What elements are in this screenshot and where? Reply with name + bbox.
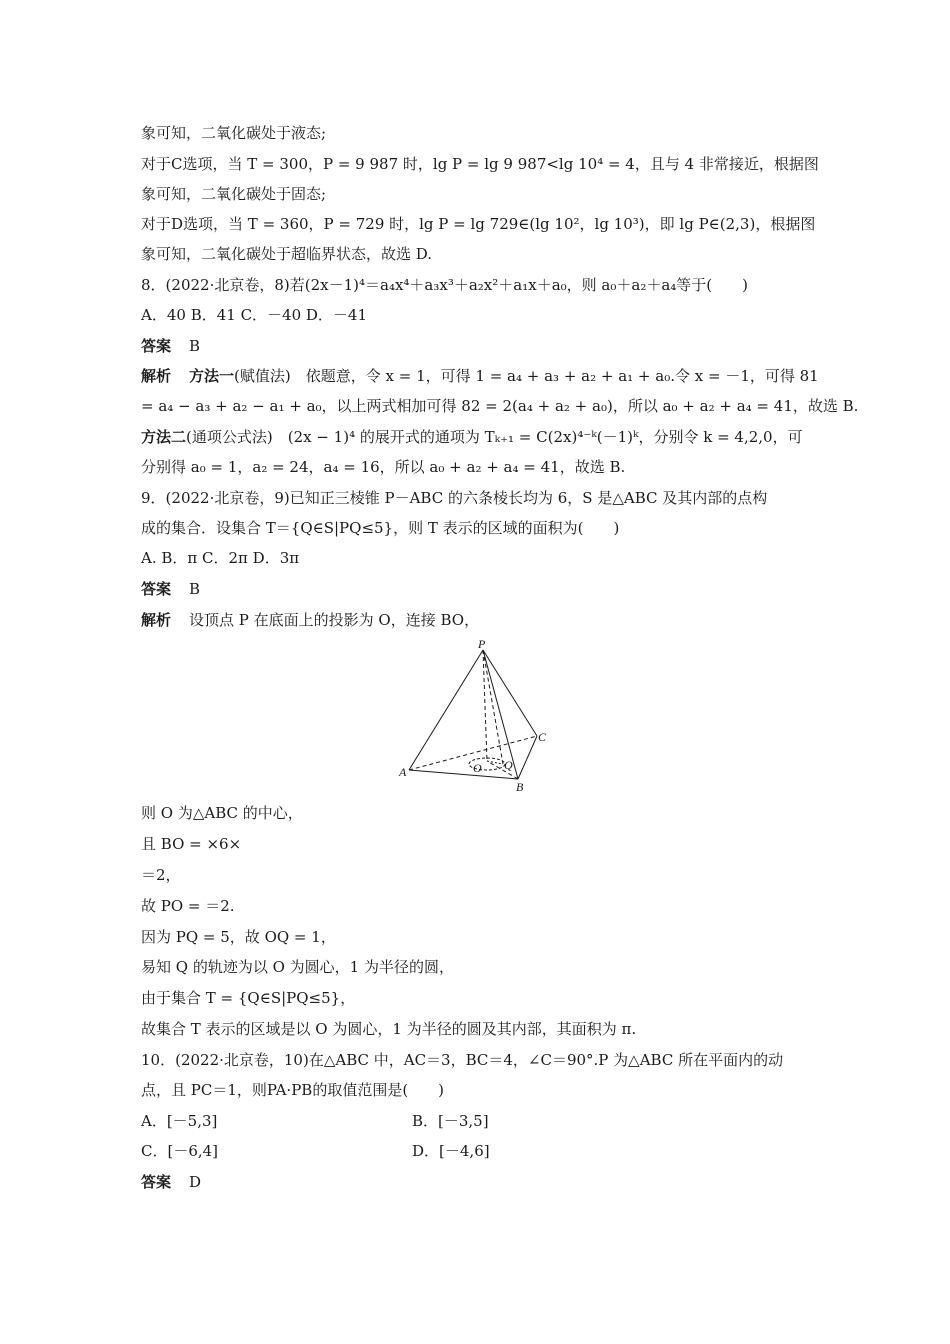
solution-8-line	[141, 427, 803, 447]
option-B: B．[－3,5]	[412, 1112, 489, 1130]
answer-value: D	[189, 1173, 202, 1191]
text-line: 对于D选项，当 T = 360，P = 729 时，lg P = lg 729∈(lg 10²，lg 10³)，即 lg P∈(2,3)，根据图	[141, 215, 816, 233]
solution-9-line	[141, 610, 479, 630]
solution-text: (赋值法) 依题意，令 x = 1，可得 1 = a₄ + a₃ + a₂ + a₁ + a₀.令 x = －1，可得 81	[234, 367, 819, 385]
solution-8-line	[141, 366, 819, 386]
option-D: D．[－4,6]	[412, 1142, 490, 1160]
solution-8-line: 分别得 a₀ = 1，a₂ = 24，a₄ = 16，所以 a₀ + a₂ + a₄ = 41，故选 B.	[141, 458, 626, 476]
solution-text: 设顶点 P 在底面上的投影为 O，连接 BO，	[189, 611, 480, 629]
answer-9	[141, 579, 200, 599]
pyramid-figure	[395, 636, 560, 798]
segment-PQ	[483, 650, 503, 764]
method-2-label: 方法二	[141, 428, 187, 446]
label-Q: Q	[504, 758, 513, 772]
answer-8	[141, 336, 200, 356]
edge-PB	[483, 650, 518, 779]
answer-label: 答案	[141, 580, 172, 598]
segment-OQ	[487, 761, 503, 764]
question-9: 成的集合．设集合 T＝{Q∈S|PQ≤5}，则 T 表示的区域的面积为( )	[141, 519, 620, 537]
question-8-options: A．40 B．41 C．－40 D．－41	[141, 306, 368, 324]
text-line: 象可知，二氧化碳处于固态;	[141, 185, 327, 203]
question-8: 8．(2022·北京卷，8)若(2x－1)⁴＝a₄x⁴＋a₃x³＋a₂x²＋a₁x＋a₀，则 a₀＋a₂＋a₄等于( )	[141, 276, 748, 294]
label-O: O	[473, 761, 482, 775]
option-A: A．[－5,3]	[141, 1112, 218, 1130]
solution-9-line: ＝2，	[141, 866, 181, 884]
solution-label: 解析	[141, 367, 172, 385]
edge-BC	[518, 736, 537, 779]
question-10: 10．(2022·北京卷，10)在△ABC 中，AC＝3，BC＝4，∠C＝90°.P 为△ABC 所在平面内的动	[141, 1051, 784, 1069]
text-line: 对于C选项，当 T = 300，P = 9 987 时，lg P = lg 9 987<lg 10⁴ = 4，且与 4 非常接近，根据图	[141, 155, 819, 173]
solution-9-line: 且 BO = ×6×	[141, 835, 242, 853]
answer-10	[141, 1172, 201, 1192]
answer-value: B	[189, 337, 201, 355]
solution-9-line: 则 O 为△ABC 的中心，	[141, 804, 303, 822]
label-P: P	[478, 637, 486, 651]
solution-9-line: 因为 PQ = 5，故 OQ = 1，	[141, 928, 336, 946]
answer-value: B	[189, 580, 201, 598]
question-9-options: A. B．π C．2π D．3π	[141, 549, 300, 567]
edge-PC	[483, 650, 537, 736]
edge-PA	[409, 650, 483, 770]
edge-AB	[409, 770, 518, 779]
text-line: 象可知，二氧化碳处于液态;	[141, 124, 327, 142]
answer-label: 答案	[141, 1173, 172, 1191]
solution-8-line: = a₄ − a₃ + a₂ − a₁ + a₀，以上两式相加可得 82 = 2(a₄ + a₂ + a₀)，所以 a₀ + a₂ + a₄ = 41，故选 B.	[141, 397, 859, 415]
label-B: B	[516, 780, 524, 794]
question-9: 9．(2022·北京卷，9)已知正三棱锥 P－ABC 的六条棱长均为 6，S 是△ABC 及其内部的点构	[141, 489, 768, 507]
solution-text: (通项公式法) (2x − 1)⁴ 的展开式的通项为 Tₖ₊₁ = C(2x)⁴⁻ᵏ(－1)ᵏ，分别令 k = 4,2,0，可	[186, 428, 803, 446]
solution-label: 解析	[141, 611, 172, 629]
answer-label: 答案	[141, 337, 172, 355]
option-C: C．[－6,4]	[141, 1142, 219, 1160]
solution-9-line: 由于集合 T = {Q∈S|PQ≤5}，	[141, 989, 356, 1007]
label-C: C	[538, 730, 547, 744]
solution-9-line: 故 PO = ＝2.	[141, 897, 235, 915]
question-10: 点，且 PC＝1，则PA·PB的取值范围是( )	[141, 1081, 445, 1099]
text-line: 象可知，二氧化碳处于超临界状态，故选 D.	[141, 245, 433, 263]
solution-9-line: 故集合 T 表示的区域是以 O 为圆心，1 为半径的圆及其内部，其面积为 π.	[141, 1020, 637, 1038]
solution-9-line: 易知 Q 的轨迹为以 O 为圆心，1 为半径的圆，	[141, 958, 454, 976]
method-1-label: 方法一	[189, 367, 235, 385]
label-A: A	[399, 765, 407, 779]
